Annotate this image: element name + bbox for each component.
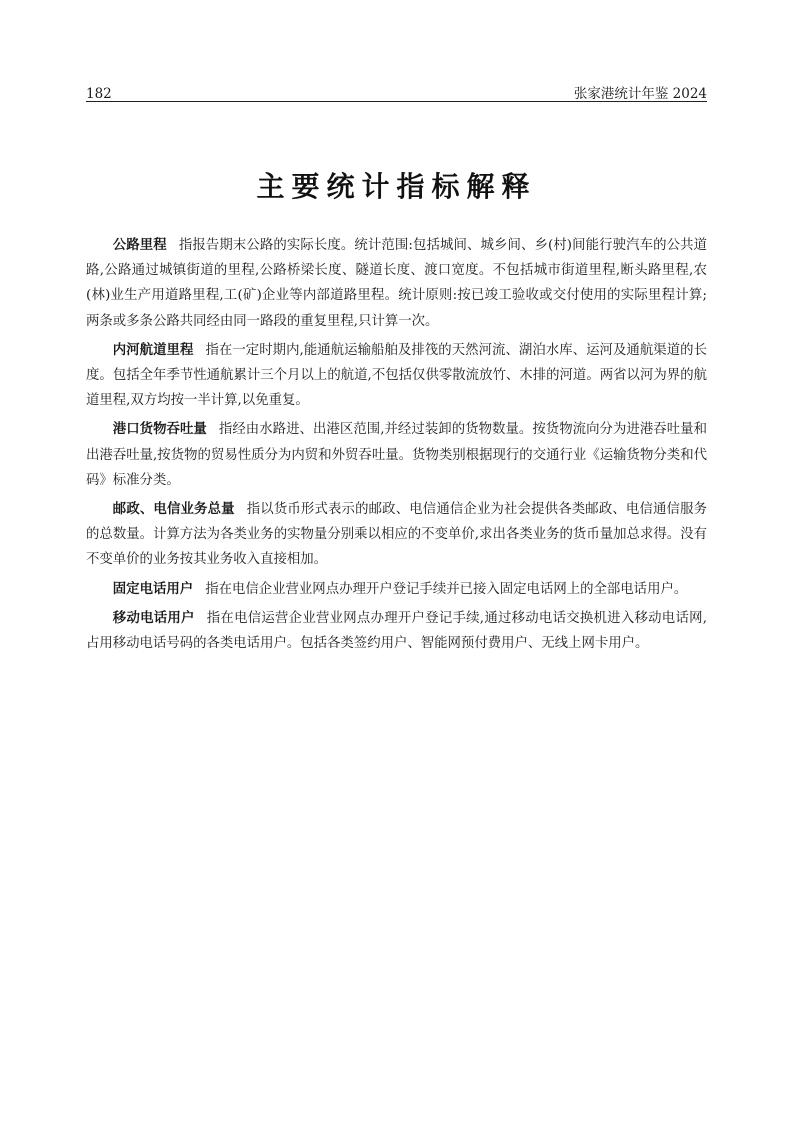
definition-term: 移动电话用户 — [112, 610, 195, 626]
definition-fixed-telephone-users — [86, 577, 707, 602]
definition-text: 指在电信企业营业网点办理开户登记手续并已接入固定电话网上的全部电话用户。 — [205, 581, 688, 597]
definition-term: 公路里程 — [112, 238, 167, 253]
definition-postal-telecom-volume — [86, 497, 707, 573]
definition-term: 内河航道里程 — [112, 342, 194, 358]
header-divider — [86, 101, 707, 102]
definition-text: 指在一定时期内,能通航运输船舶及排筏的天然河流、湖泊水库、运河及通航渠道的长度。包括全年季节性通航累计三个月以上的航道,不包括仅供零散流放竹、木排的河道。两省以河为界的航道里程,双方均按一半计算,以免重复。 — [86, 342, 707, 409]
definition-highway-mileage — [86, 233, 707, 334]
book-title: 张家港统计年鉴 2024 — [573, 86, 707, 102]
definition-port-cargo-throughput — [86, 417, 707, 493]
definition-text: 指在电信运营企业营业网点办理开户登记手续,通过移动电话交换机进入移动电话网,占用移动电话号码的各类电话用户。包括各类签约用户、智能网预付费用户、无线上网卡用户。 — [86, 610, 708, 652]
definition-inland-waterway-mileage — [86, 338, 707, 414]
definition-text: 指以货币形式表示的邮政、电信通信企业为社会提供各类邮政、电信通信服务的总数量。计算方法为各类业务的实物量分别乘以相应的不变单价,求出各类业务的货币量加总求得。没有不变单价的业务按其业务收入直接相加。 — [86, 502, 708, 568]
definition-text: 指经由水路进、出港区范围,并经过装卸的货物数量。按货物流向分为进港吞吐量和出港吞吐量,按货物的贸易性质分为内贸和外贸吞吐量。货物类别根据现行的交通行业《运输货物分类和代码》标准分类。 — [86, 422, 707, 488]
definition-term: 邮政、电信业务总量 — [112, 502, 235, 518]
definition-term: 固定电话用户 — [112, 581, 194, 597]
definition-term: 港口货物吞吐量 — [112, 422, 207, 438]
definitions-body — [86, 233, 707, 660]
page-header — [86, 80, 707, 102]
definition-mobile-telephone-users — [86, 606, 707, 656]
definition-text: 指报告期末公路的实际长度。统计范围:包括城间、城乡间、乡(村)间能行驶汽车的公共道路,公路通过城镇街道的里程,公路桥梁长度、隧道长度、渡口宽度。不包括城市街道里程,断头路里程,农(林)业生产用道路里程,工(矿)企业等内部道路里程。统计原则:按已竣工验收或交付使用的实际里程计算;两条或多条公路共同经由同一路段的重复里程,只计算一次。 — [86, 238, 707, 329]
page-number: 182 — [86, 86, 112, 102]
page-title: 主要统计指标解释 — [256, 170, 537, 203]
